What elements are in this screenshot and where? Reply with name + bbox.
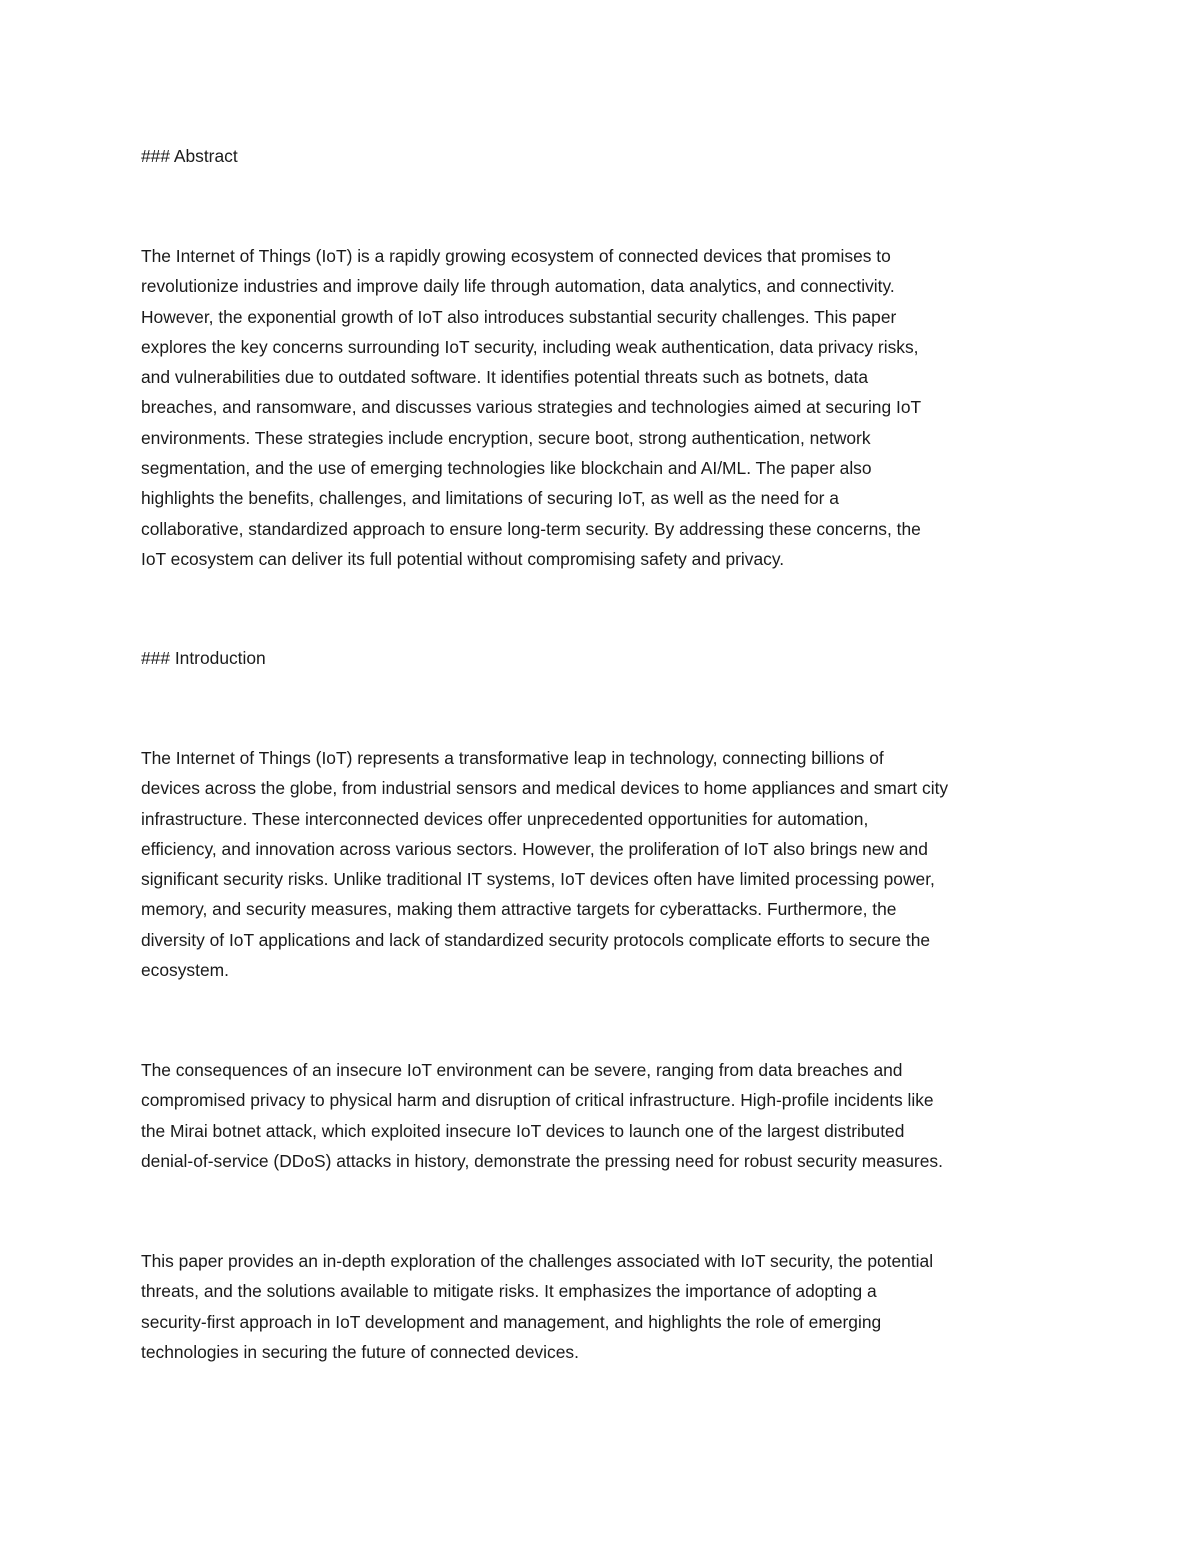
intro-line: threats, and the solutions available to mitigate risks. It emphasizes the importance of adopting a bbox=[141, 1281, 877, 1302]
introduction-heading: ### Introduction bbox=[141, 648, 266, 668]
intro-line: compromised privacy to physical harm and disruption of critical infrastructure. High-profile incidents like bbox=[141, 1090, 934, 1111]
abstract-paragraph bbox=[141, 241, 1071, 574]
introduction-paragraph-3 bbox=[141, 1246, 1071, 1367]
abstract-line: However, the exponential growth of IoT also introduces substantial security challenges. This paper bbox=[141, 306, 897, 327]
abstract-line: IoT ecosystem can deliver its full potential without compromising safety and privacy. bbox=[141, 548, 785, 569]
abstract-line: explores the key concerns surrounding IoT security, including weak authentication, data privacy risks, bbox=[141, 336, 919, 357]
abstract-line: collaborative, standardized approach to ensure long-term security. By addressing these concerns, the bbox=[141, 518, 921, 539]
intro-line: significant security risks. Unlike traditional IT systems, IoT devices often have limited processing power, bbox=[141, 869, 935, 890]
intro-line: This paper provides an in-depth exploration of the challenges associated with IoT security, the potential bbox=[141, 1251, 934, 1271]
intro-line: security-first approach in IoT development and management, and highlights the role of emerging bbox=[141, 1311, 882, 1332]
abstract-line: highlights the benefits, challenges, and limitations of securing IoT, as well as the need for a bbox=[141, 488, 839, 509]
intro-line: The consequences of an insecure IoT environment can be severe, ranging from data breaches and bbox=[141, 1060, 903, 1080]
abstract-heading: ### Abstract bbox=[141, 146, 238, 166]
intro-line: denial-of-service (DDoS) attacks in history, demonstrate the pressing need for robust security measures. bbox=[141, 1150, 943, 1171]
abstract-line: segmentation, and the use of emerging technologies like blockchain and AI/ML. The paper also bbox=[141, 458, 872, 479]
introduction-paragraph-1 bbox=[141, 743, 1071, 985]
intro-line: efficiency, and innovation across various sectors. However, the proliferation of IoT also brings new and bbox=[141, 838, 928, 859]
intro-line: The Internet of Things (IoT) represents a transformative leap in technology, connecting billions of bbox=[141, 748, 884, 768]
intro-line: devices across the globe, from industrial sensors and medical devices to home appliances and smart city bbox=[141, 778, 949, 799]
abstract-line: The Internet of Things (IoT) is a rapidly growing ecosystem of connected devices that promises to bbox=[141, 246, 891, 266]
abstract-line: revolutionize industries and improve daily life through automation, data analytics, and connectivity. bbox=[141, 276, 895, 297]
intro-line: ecosystem. bbox=[141, 960, 229, 981]
abstract-line: and vulnerabilities due to outdated software. It identifies potential threats such as botnets, data bbox=[141, 367, 869, 388]
intro-line: diversity of IoT applications and lack of standardized security protocols complicate efforts to secure the bbox=[141, 929, 931, 950]
intro-line: infrastructure. These interconnected devices offer unprecedented opportunities for automation, bbox=[141, 808, 869, 829]
intro-line: technologies in securing the future of connected devices. bbox=[141, 1341, 579, 1362]
intro-line: memory, and security measures, making them attractive targets for cyberattacks. Furthermore, the bbox=[141, 899, 897, 920]
abstract-line: environments. These strategies include encryption, secure boot, strong authentication, network bbox=[141, 427, 871, 448]
intro-line: the Mirai botnet attack, which exploited insecure IoT devices to launch one of the largest distributed bbox=[141, 1120, 905, 1141]
abstract-line: breaches, and ransomware, and discusses various strategies and technologies aimed at securing IoT bbox=[141, 397, 922, 418]
introduction-paragraph-2 bbox=[141, 1055, 1071, 1176]
